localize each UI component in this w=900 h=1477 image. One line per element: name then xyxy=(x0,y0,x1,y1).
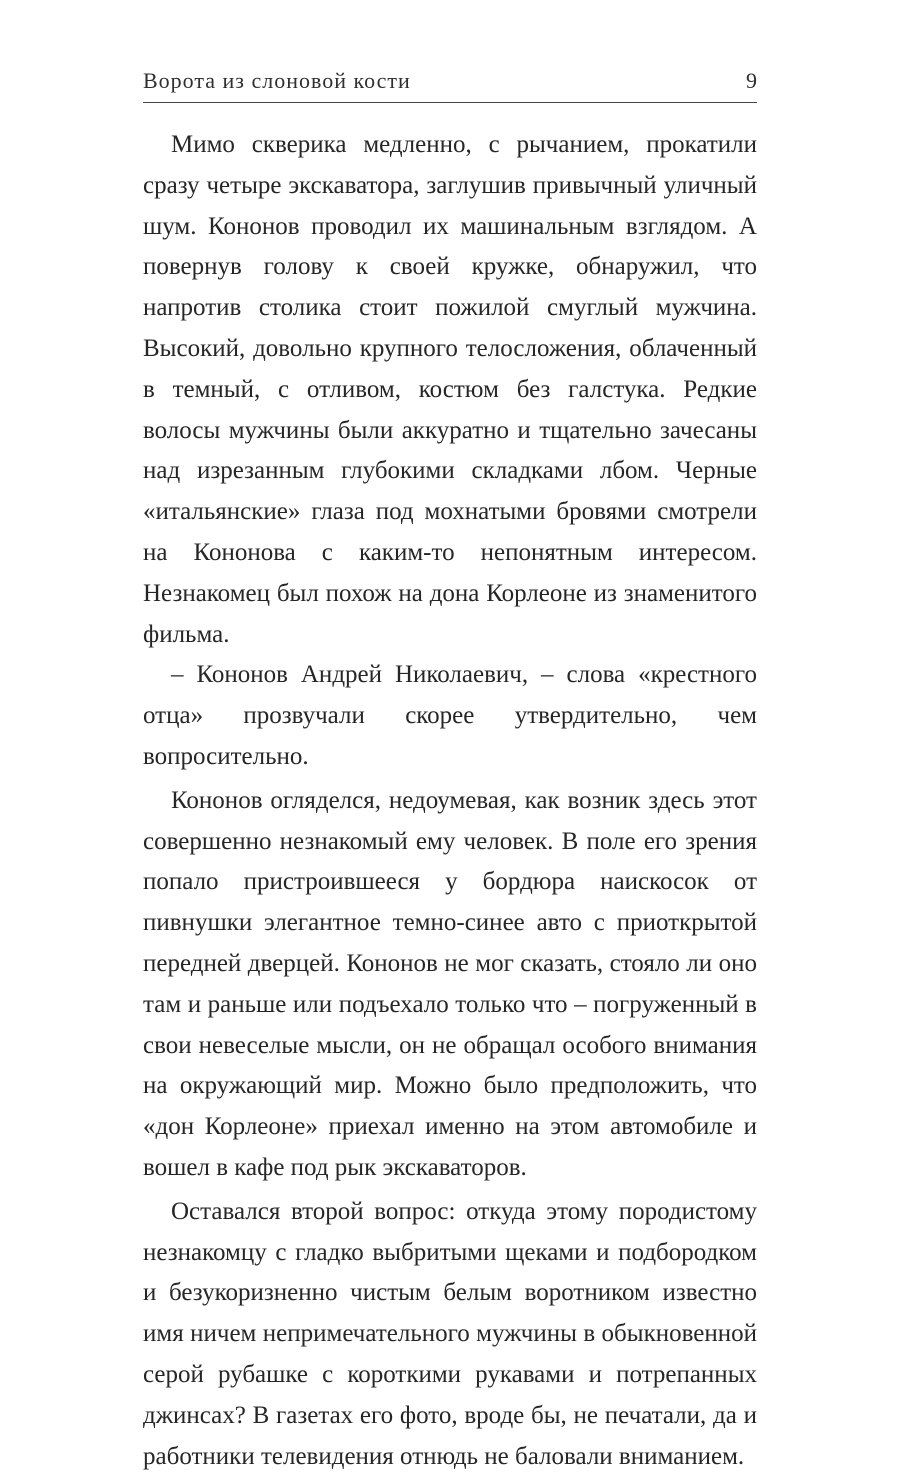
paragraph: Оставался второй вопрос: откуда этому породистому незнакомцу с гладко выбритыми щеками и подбородком и безукоризненно чистым белым воротником известно имя ничем непримечательного мужчины в обыкновенной серой рубашке с короткими рукавами и потрепанных джинсах? В газетах его фото, вроде бы, не печатали, да и работники телевидения отнюдь не баловали вниманием. xyxy=(143,1197,757,1470)
paragraph: Кононов огляделся, недоумевая, как возник здесь этот совершенно незнакомый ему человек. В поле его зрения попало пристроившееся у бордюра наискосок от пивнушки элегантное темно-синее авто с приоткрытой передней дверцей. Кононов не мог сказать, стояло ли оно там и раньше или подъехало только что – погруженный в свои невеселые мысли, он не обращал особого внимания на окружающий мир. Можно было предположить, что «дон Корлеоне» приехал именно на этом автомобиле и вошел в кафе под рык экскаваторов. xyxy=(143,786,757,1181)
paragraph: – Кононов Андрей Николаевич, – слова «крестного отца» прозвучали скорее утвердительно, чем вопросительно. xyxy=(143,661,757,770)
paragraph: Мимо скверика медленно, с рычанием, прокатили сразу четыре экскаватора, заглушив привычный уличный шум. Кононов проводил их машинальным взглядом. А повернув голову к своей кружке, обнаружил, что напротив столика стоит пожилой смуглый мужчина. Высокий, довольно крупного телосложения, облаченный в темный, с отливом, костюм без галстука. Редкие волосы мужчины были аккуратно и тщательно зачесаны над изрезанным глубокими складками лбом. Черные «итальянские» глаза под мохнатыми бровями смотрели на Кононова с каким-то непонятным интересом. Незнакомец был похож на дона Корлеоне из знаменитого фильма. xyxy=(143,131,757,648)
header-divider xyxy=(143,102,757,103)
page-number: 9 xyxy=(746,68,757,93)
page-header xyxy=(143,68,757,100)
text-body xyxy=(143,125,757,1477)
running-title: Ворота из слоновой кости xyxy=(143,68,411,93)
